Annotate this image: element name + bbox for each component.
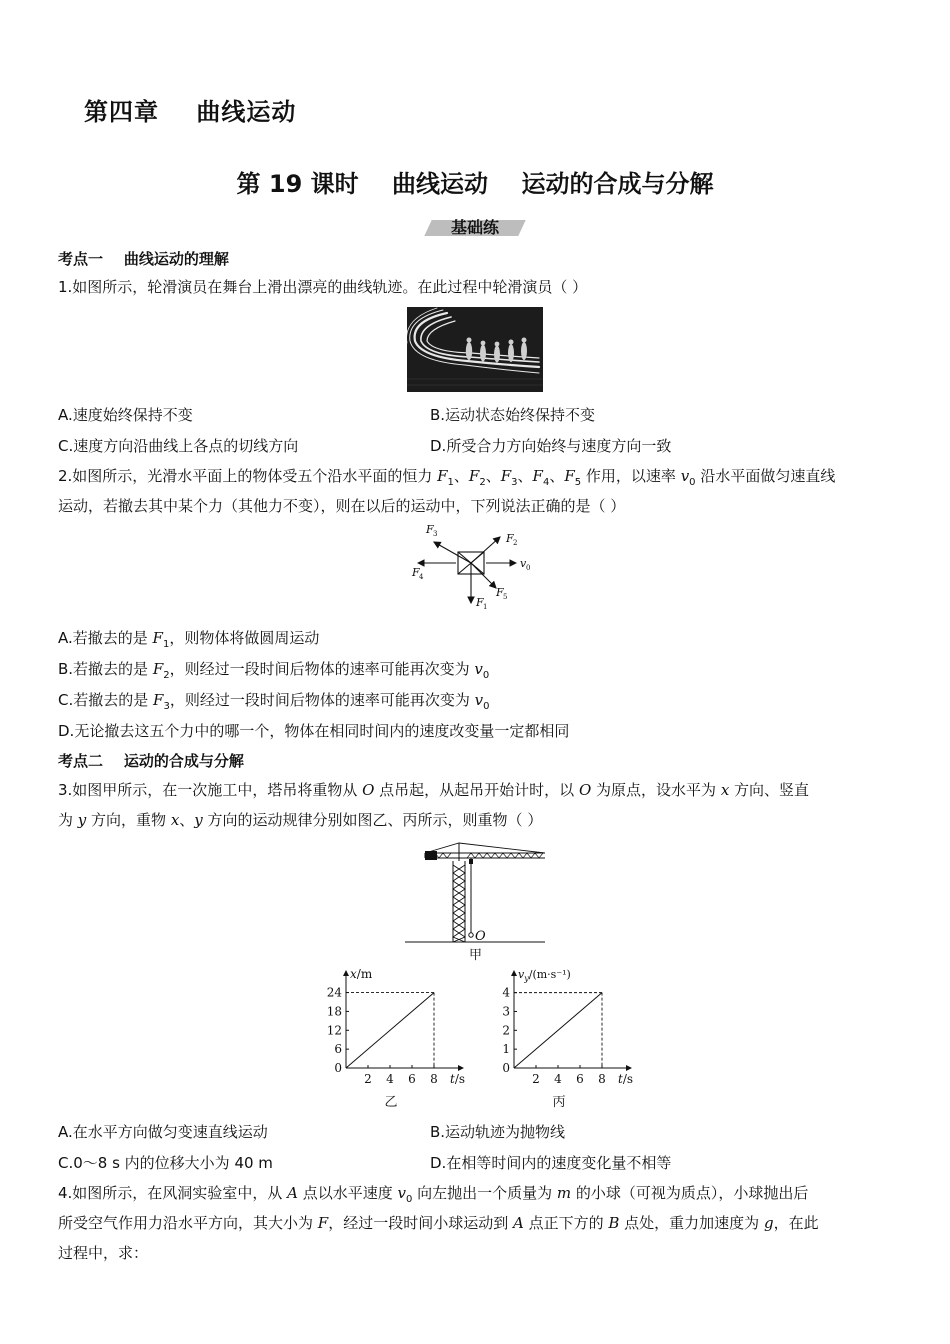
q2-b-text-1: B.若撤去的是	[58, 660, 153, 678]
svg-text:4: 4	[419, 573, 424, 581]
q4-g: g	[763, 1214, 774, 1232]
q4-stem-line1	[58, 1183, 892, 1210]
svg-text:v: v	[520, 557, 527, 570]
chart-yi-ytick-label-3: 18	[326, 1004, 342, 1019]
q3-stem-line2	[58, 810, 892, 830]
q2-f5-sub: 5	[574, 477, 582, 488]
q3-text-2: 点吊起，从起吊开始计时，以	[374, 781, 579, 799]
q3-text-5: 为	[58, 811, 78, 829]
chart-bing-ytick-label-1: 1	[502, 1042, 510, 1057]
chart-bing-x-arrow	[626, 1065, 632, 1071]
chart-bing-xtick-label-2: 6	[576, 1072, 584, 1086]
chart-bing-ytick-label-2: 2	[502, 1023, 510, 1038]
q3-y-1: y	[77, 811, 87, 829]
svg-text:F: F	[476, 596, 484, 609]
q2-c-v0-sub: 0	[483, 701, 490, 712]
section-tag-label: 基础练	[450, 218, 499, 237]
chart-yi-ytick-label-2: 12	[326, 1023, 342, 1038]
q3-x-1: x	[720, 781, 730, 799]
q2-b-v0: v	[474, 660, 483, 678]
lesson-title: 第 19 课时 曲线运动 运动的合成与分解	[236, 170, 714, 198]
q2-stem-line2: 运动，若撤去其中某个力（其他力不变），则在以后的运动中，下列说法正确的是（ ）	[58, 497, 626, 515]
q2-b-v0-sub: 0	[482, 670, 490, 681]
q2-f1: F	[437, 467, 448, 485]
q3-option-c[interactable]: C.0～8 s 内的位移大小为 40 m	[58, 1154, 273, 1172]
q2-text-1: 2.如图所示，光滑水平面上的物体受五个沿水平面的恒力	[58, 467, 438, 485]
chart-bing-xlabel: t/s	[618, 1072, 634, 1086]
q4-b: B	[608, 1214, 620, 1232]
q2-c-text-2: ，则经过一段时间后物体的速率可能再次变为	[169, 691, 475, 709]
q3-text-1: 3.如图甲所示，在一次施工中，塔吊将重物从	[58, 781, 363, 799]
chart-yi-xtick-label-0: 2	[364, 1072, 372, 1086]
q2-sep-4: 、	[549, 467, 565, 485]
q3-chart-yi-svg	[312, 966, 472, 1114]
chart-yi-series-line	[346, 993, 434, 1068]
q2-a-f: F	[152, 629, 163, 647]
q2-force-diagram	[404, 520, 554, 615]
q3-crane-figure	[405, 835, 550, 965]
q2-text-2: 作用，以速率	[581, 467, 681, 485]
q4-text-9: ，在此	[773, 1214, 819, 1232]
chart-yi-xlabel: t/s	[450, 1072, 466, 1086]
key-point-2: 考点二 运动的合成与分解	[58, 752, 244, 770]
q4-text-4: 的小球（可视为质点），小球抛出后	[571, 1184, 809, 1202]
chart-bing-y-arrow	[511, 970, 517, 976]
q2-f3: F	[500, 467, 512, 485]
q3-option-a[interactable]: A.在水平方向做匀变速直线运动	[58, 1123, 268, 1141]
chart-yi-ytick-label-4: 24	[326, 985, 342, 1000]
q2-b-f-sub: 2	[163, 670, 170, 681]
chart-yi-ylabel: x/m	[350, 967, 373, 981]
chart-yi-caption: 乙	[384, 1095, 398, 1110]
q2-a-f-sub: 1	[162, 639, 170, 650]
q2-v0-sub: 0	[689, 477, 696, 488]
q4-text-6: ，经过一段时间小球运动到	[328, 1214, 513, 1232]
q2-f2-sub: 2	[479, 477, 486, 488]
chart-bing-xtick-label-1: 4	[554, 1072, 562, 1086]
chart-yi-y-arrow	[343, 970, 349, 976]
q2-a-text-1: A.若撤去的是	[58, 629, 153, 647]
q3-option-d[interactable]: D.在相等时间内的速度变化量不相等	[430, 1154, 672, 1172]
q2-v0: v	[680, 467, 690, 485]
q3-text-3: 为原点，设水平为	[591, 781, 721, 799]
chart-yi-xtick-label-2: 6	[408, 1072, 416, 1086]
q4-v0-sub: 0	[405, 1194, 413, 1205]
q2-a-text-2: ，则物体将做圆周运动	[169, 629, 320, 647]
q3-y-2: y	[194, 811, 203, 829]
chart-yi-xtick-label-1: 4	[386, 1072, 394, 1086]
chart-yi-ytick-label-0: 0	[334, 1061, 342, 1075]
chart-yi-xtick-label-3: 8	[430, 1072, 438, 1086]
q1-stem: 1.如图所示，轮滑演员在舞台上滑出漂亮的曲线轨迹。在此过程中轮滑演员（ ）	[58, 278, 588, 296]
q1-option-b[interactable]: B.运动状态始终保持不变	[430, 406, 596, 424]
q2-sep-2: 、	[485, 467, 501, 485]
q4-text-7: 点正下方的	[523, 1214, 609, 1232]
q1-option-c[interactable]: C.速度方向沿曲线上各点的切线方向	[58, 437, 299, 455]
q1-skater-photo	[407, 307, 543, 392]
q2-c-text-1: C.若撤去的是	[58, 691, 154, 709]
key-point-1: 考点一 曲线运动的理解	[58, 250, 229, 268]
q2-stem-line1	[58, 466, 892, 493]
q3-chart-bing-svg	[480, 966, 640, 1114]
svg-text:5: 5	[503, 593, 508, 601]
chart-bing-ytick-label-0: 0	[502, 1061, 510, 1075]
q3-text-8: 方向的运动规律分别如图乙、丙所示，则重物（ ）	[202, 811, 543, 829]
q2-option-b[interactable]	[58, 658, 489, 681]
q2-f1-sub: 1	[447, 477, 454, 488]
section-tag	[428, 216, 522, 240]
q2-f3-sub: 3	[511, 477, 518, 488]
svg-text:1: 1	[483, 603, 488, 611]
chart-yi-ytick-label-1: 6	[334, 1042, 342, 1057]
q4-text-1: 4.如图所示，在风洞实验室中，从	[58, 1184, 288, 1202]
q2-f2: F	[468, 467, 480, 485]
chart-yi-x-arrow	[458, 1065, 464, 1071]
q2-f4-sub: 4	[542, 477, 550, 488]
svg-text:2: 2	[513, 539, 518, 547]
chart-bing-ytick-label-4: 4	[502, 985, 510, 1000]
q3-option-b[interactable]: B.运动轨迹为抛物线	[430, 1123, 566, 1141]
q2-option-d[interactable]: D.无论撤去这五个力中的哪一个，物体在相同时间内的速度改变量一定都相同	[58, 722, 570, 740]
chart-bing-ylabel: $v_y/(m\cdot s^{-1})$	[518, 968, 571, 983]
chart-bing-xtick-label-3: 8	[598, 1072, 606, 1086]
chart-bing-series-line	[514, 993, 602, 1068]
q2-c-f: F	[153, 691, 164, 709]
svg-text:O: O	[475, 929, 486, 944]
q1-option-d[interactable]: D.所受合力方向始终与速度方向一致	[430, 437, 672, 455]
q4-text-3: 向左抛出一个质量为	[412, 1184, 557, 1202]
q3-o-2: O	[578, 781, 592, 799]
q4-stem-line3: 过程中，求：	[58, 1244, 149, 1262]
svg-text:F: F	[496, 586, 504, 599]
chapter-title: 第四章 曲线运动	[84, 98, 297, 126]
q4-text-2: 点以水平速度	[297, 1184, 398, 1202]
q3-chart-bing	[480, 966, 640, 1114]
q4-m: m	[556, 1184, 572, 1202]
q2-sep-3: 、	[517, 467, 533, 485]
q4-f: F	[317, 1214, 329, 1232]
q3-o-1: O	[362, 781, 375, 799]
q4-text-8: 点处，重力加速度为	[619, 1214, 764, 1232]
svg-text:F: F	[426, 523, 434, 536]
chart-bing-caption: 丙	[552, 1095, 566, 1110]
q4-v0: v	[397, 1184, 406, 1202]
q2-b-text-2: ，则经过一段时间后物体的速率可能再次变为	[169, 660, 475, 678]
q3-chart-yi	[312, 966, 472, 1114]
q3-text-4: 方向、竖直	[729, 781, 810, 799]
q4-stem-line2	[58, 1213, 892, 1233]
q2-sep-1: 、	[453, 467, 469, 485]
q2-text-3: 沿水平面做匀速直线	[695, 467, 836, 485]
q3-x-2: x	[170, 811, 180, 829]
q4-text-5: 所受空气作用力沿水平方向，其大小为	[58, 1214, 318, 1232]
q3-text-7: 、	[179, 811, 195, 829]
q4-a-1: A	[287, 1184, 298, 1202]
q2-c-v0: v	[474, 691, 484, 709]
q1-option-a[interactable]: A.速度始终保持不变	[58, 406, 193, 424]
q2-f2-arrow	[471, 537, 500, 563]
q2-f4: F	[532, 467, 543, 485]
q3-text-6: 方向，重物	[86, 811, 171, 829]
q4-a-2: A	[512, 1214, 524, 1232]
q3-fig-jia-label: 甲	[469, 948, 483, 963]
svg-text:F: F	[412, 566, 420, 579]
chart-bing-xtick-label-0: 2	[532, 1072, 540, 1086]
q2-option-c[interactable]	[58, 689, 489, 712]
q2-c-f-sub: 3	[163, 701, 170, 712]
chart-bing-ytick-label-3: 3	[502, 1004, 510, 1019]
svg-text:3: 3	[433, 530, 438, 538]
q2-b-f: F	[152, 660, 164, 678]
q2-f5: F	[564, 467, 575, 485]
q2-option-a[interactable]	[58, 627, 319, 650]
svg-text:F: F	[506, 532, 514, 545]
q3-stem-line1	[58, 780, 892, 800]
svg-text:0: 0	[526, 564, 531, 572]
